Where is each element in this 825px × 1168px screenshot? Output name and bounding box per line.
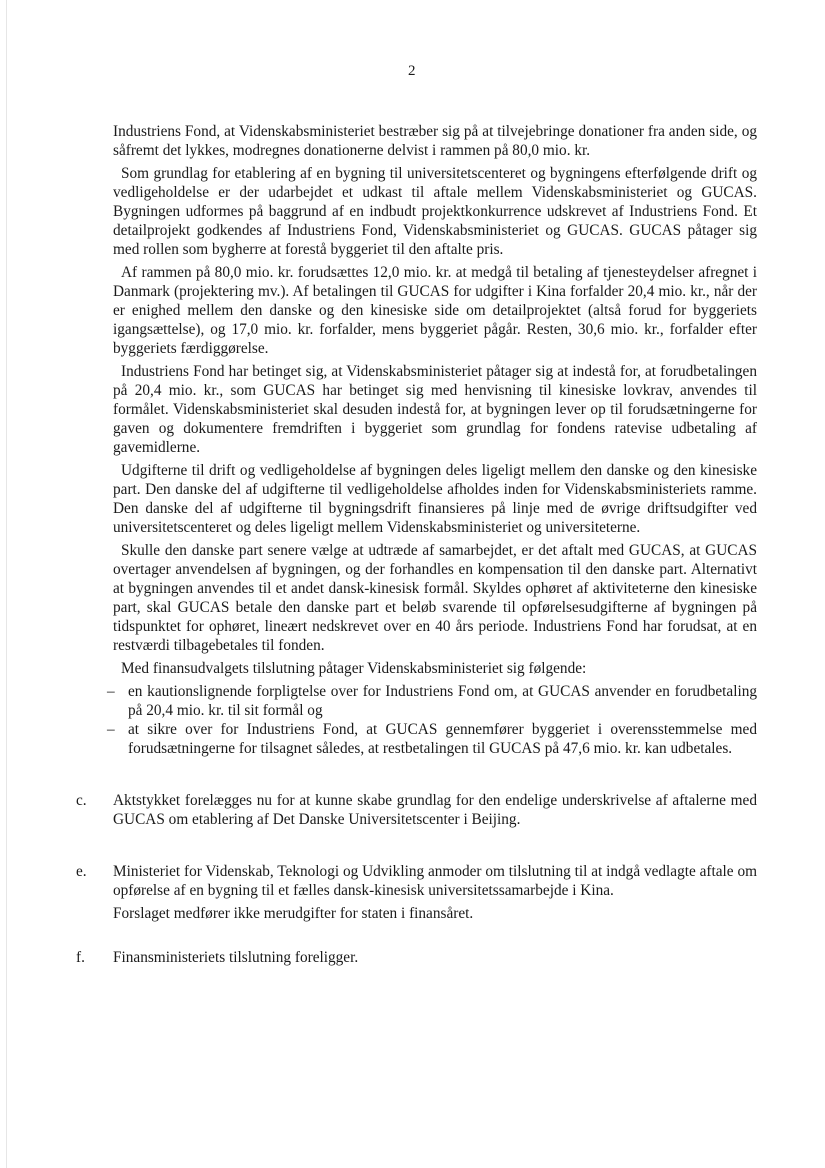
- section-text: Finansministeriets tilslutning foreligger.: [113, 949, 359, 966]
- paragraph: Udgifterne til drift og vedligeholdelse af bygningen deles ligeligt mellem den danske og den kinesiske part. Den danske del af udgifterne til vedligeholdelse afholdes inden for Videnskabsministeriets ramme. Den danske del af udgifterne til bygningsdrift finansieres på linje med de øvrige driftsudgifter ved universitetscenteret og deles ligeligt mellem Videnskabsministeriet og universiteterne.: [113, 462, 757, 536]
- page-number: 2: [408, 63, 416, 79]
- paragraph: Med finansudvalgets tilslutning påtager Videnskabsministeriet sig følgende:: [121, 660, 587, 677]
- document-body: [107, 122, 757, 758]
- section-c: [76, 791, 757, 833]
- bullet-item: [107, 682, 757, 720]
- scan-edge: [6, 0, 7, 1168]
- dash-marker: –: [107, 721, 115, 738]
- bullet-item: [107, 720, 757, 758]
- section-text: Forslaget medfører ikke merudgifter for staten i finansåret.: [113, 905, 474, 922]
- section-text: Ministeriet for Videnskab, Teknologi og Udvikling anmoder om tilslutning til at indgå vedlagte aftale om opførelse af en bygning til et fælles dansk-kinesisk universitetssamarbejde i Kina.: [113, 863, 757, 899]
- section-label: e.: [76, 863, 87, 880]
- section-text: Aktstykket forelægges nu for at kunne skabe grundlag for den endelige underskrivelse af aftalerne med GUCAS om etablering af Det Danske Universitetscenter i Beijing.: [113, 792, 757, 828]
- paragraph: Industriens Fond, at Videnskabsministeriet bestræber sig på at tilvejebringe donationer fra anden side, og såfremt det lykkes, modregnes donationerne delvist i rammen på 80,0 mio. kr.: [113, 123, 757, 159]
- paragraph: Af rammen på 80,0 mio. kr. forudsættes 12,0 mio. kr. at medgå til betaling af tjenesteydelser afregnet i Danmark (projektering mv.). Af betalingen til GUCAS for udgifter i Kina forfalder 20,4 mio. kr., når der er enighed mellem den danske og den kinesiske side om detailprojektet (altså forud for byggeriets igangsættelse), og 17,0 mio. kr. forfalder, mens byggeriet pågår. Resten, 30,6 mio. kr., forfalder efter byggeriets færdiggørelse.: [113, 264, 757, 357]
- bullet-text: at sikre over for Industriens Fond, at GUCAS gennemfører byggeriet i overensstemmelse med forudsætningerne for tilsagnet således, at restbetalingen til GUCAS på 47,6 mio. kr. kan udbetales.: [128, 721, 757, 757]
- bullet-text: en kautionslignende forpligtelse over for Industriens Fond om, at GUCAS anvender en forudbetaling på 20,4 mio. kr. til sit formål og: [128, 683, 757, 719]
- paragraph: Som grundlag for etablering af en bygning til universitetscenteret og bygningens efterfølgende drift og vedligeholdelse er der udarbejdet et udkast til aftale mellem Videnskabsministeriet og GUCAS. Bygningen udformes på baggrund af en indbudt projektkonkurrence udskrevet af Industriens Fond. Et detailprojekt godkendes af Industriens Fond, Videnskabsministeriet og GUCAS. GUCAS påtager sig med rollen som bygherre at forestå byggeriet til den aftalte pris.: [113, 165, 757, 258]
- dash-marker: –: [107, 683, 115, 700]
- section-label: f.: [76, 949, 85, 966]
- paragraph: Industriens Fond har betinget sig, at Videnskabsministeriet påtager sig at indestå for, at forudbetalingen på 20,4 mio. kr., som GUCAS har betinget sig med henvisning til kinesiske lovkrav, anvendes til formålet. Videnskabsministeriet skal desuden indestå for, at bygningen lever op til forudsætningerne for gaven og dokumentere fremdriften i byggeriet som grundlag for fondens ratevise udbetaling af gavemidlerne.: [113, 363, 757, 456]
- paragraph: Skulle den danske part senere vælge at udtræde af samarbejdet, er det aftalt med GUCAS, at GUCAS overtager anvendelsen af bygningen, og der forhandles en kompensation til den danske part. Alternativt at bygningen anvendes til et andet dansk-kinesisk formål. Skyldes ophøret af aktiviteterne den kinesiske part, skal GUCAS betale den danske part et beløb svarende til opførelsesudgifterne af bygningen på tidspunktet for ophøret, lineært nedskrevet over en 40 års periode. Industriens Fond har forudsat, at en restværdi tilbagebetales til fonden.: [113, 542, 757, 654]
- section-f: [76, 948, 757, 971]
- section-label: c.: [76, 792, 87, 809]
- section-e: [76, 862, 757, 927]
